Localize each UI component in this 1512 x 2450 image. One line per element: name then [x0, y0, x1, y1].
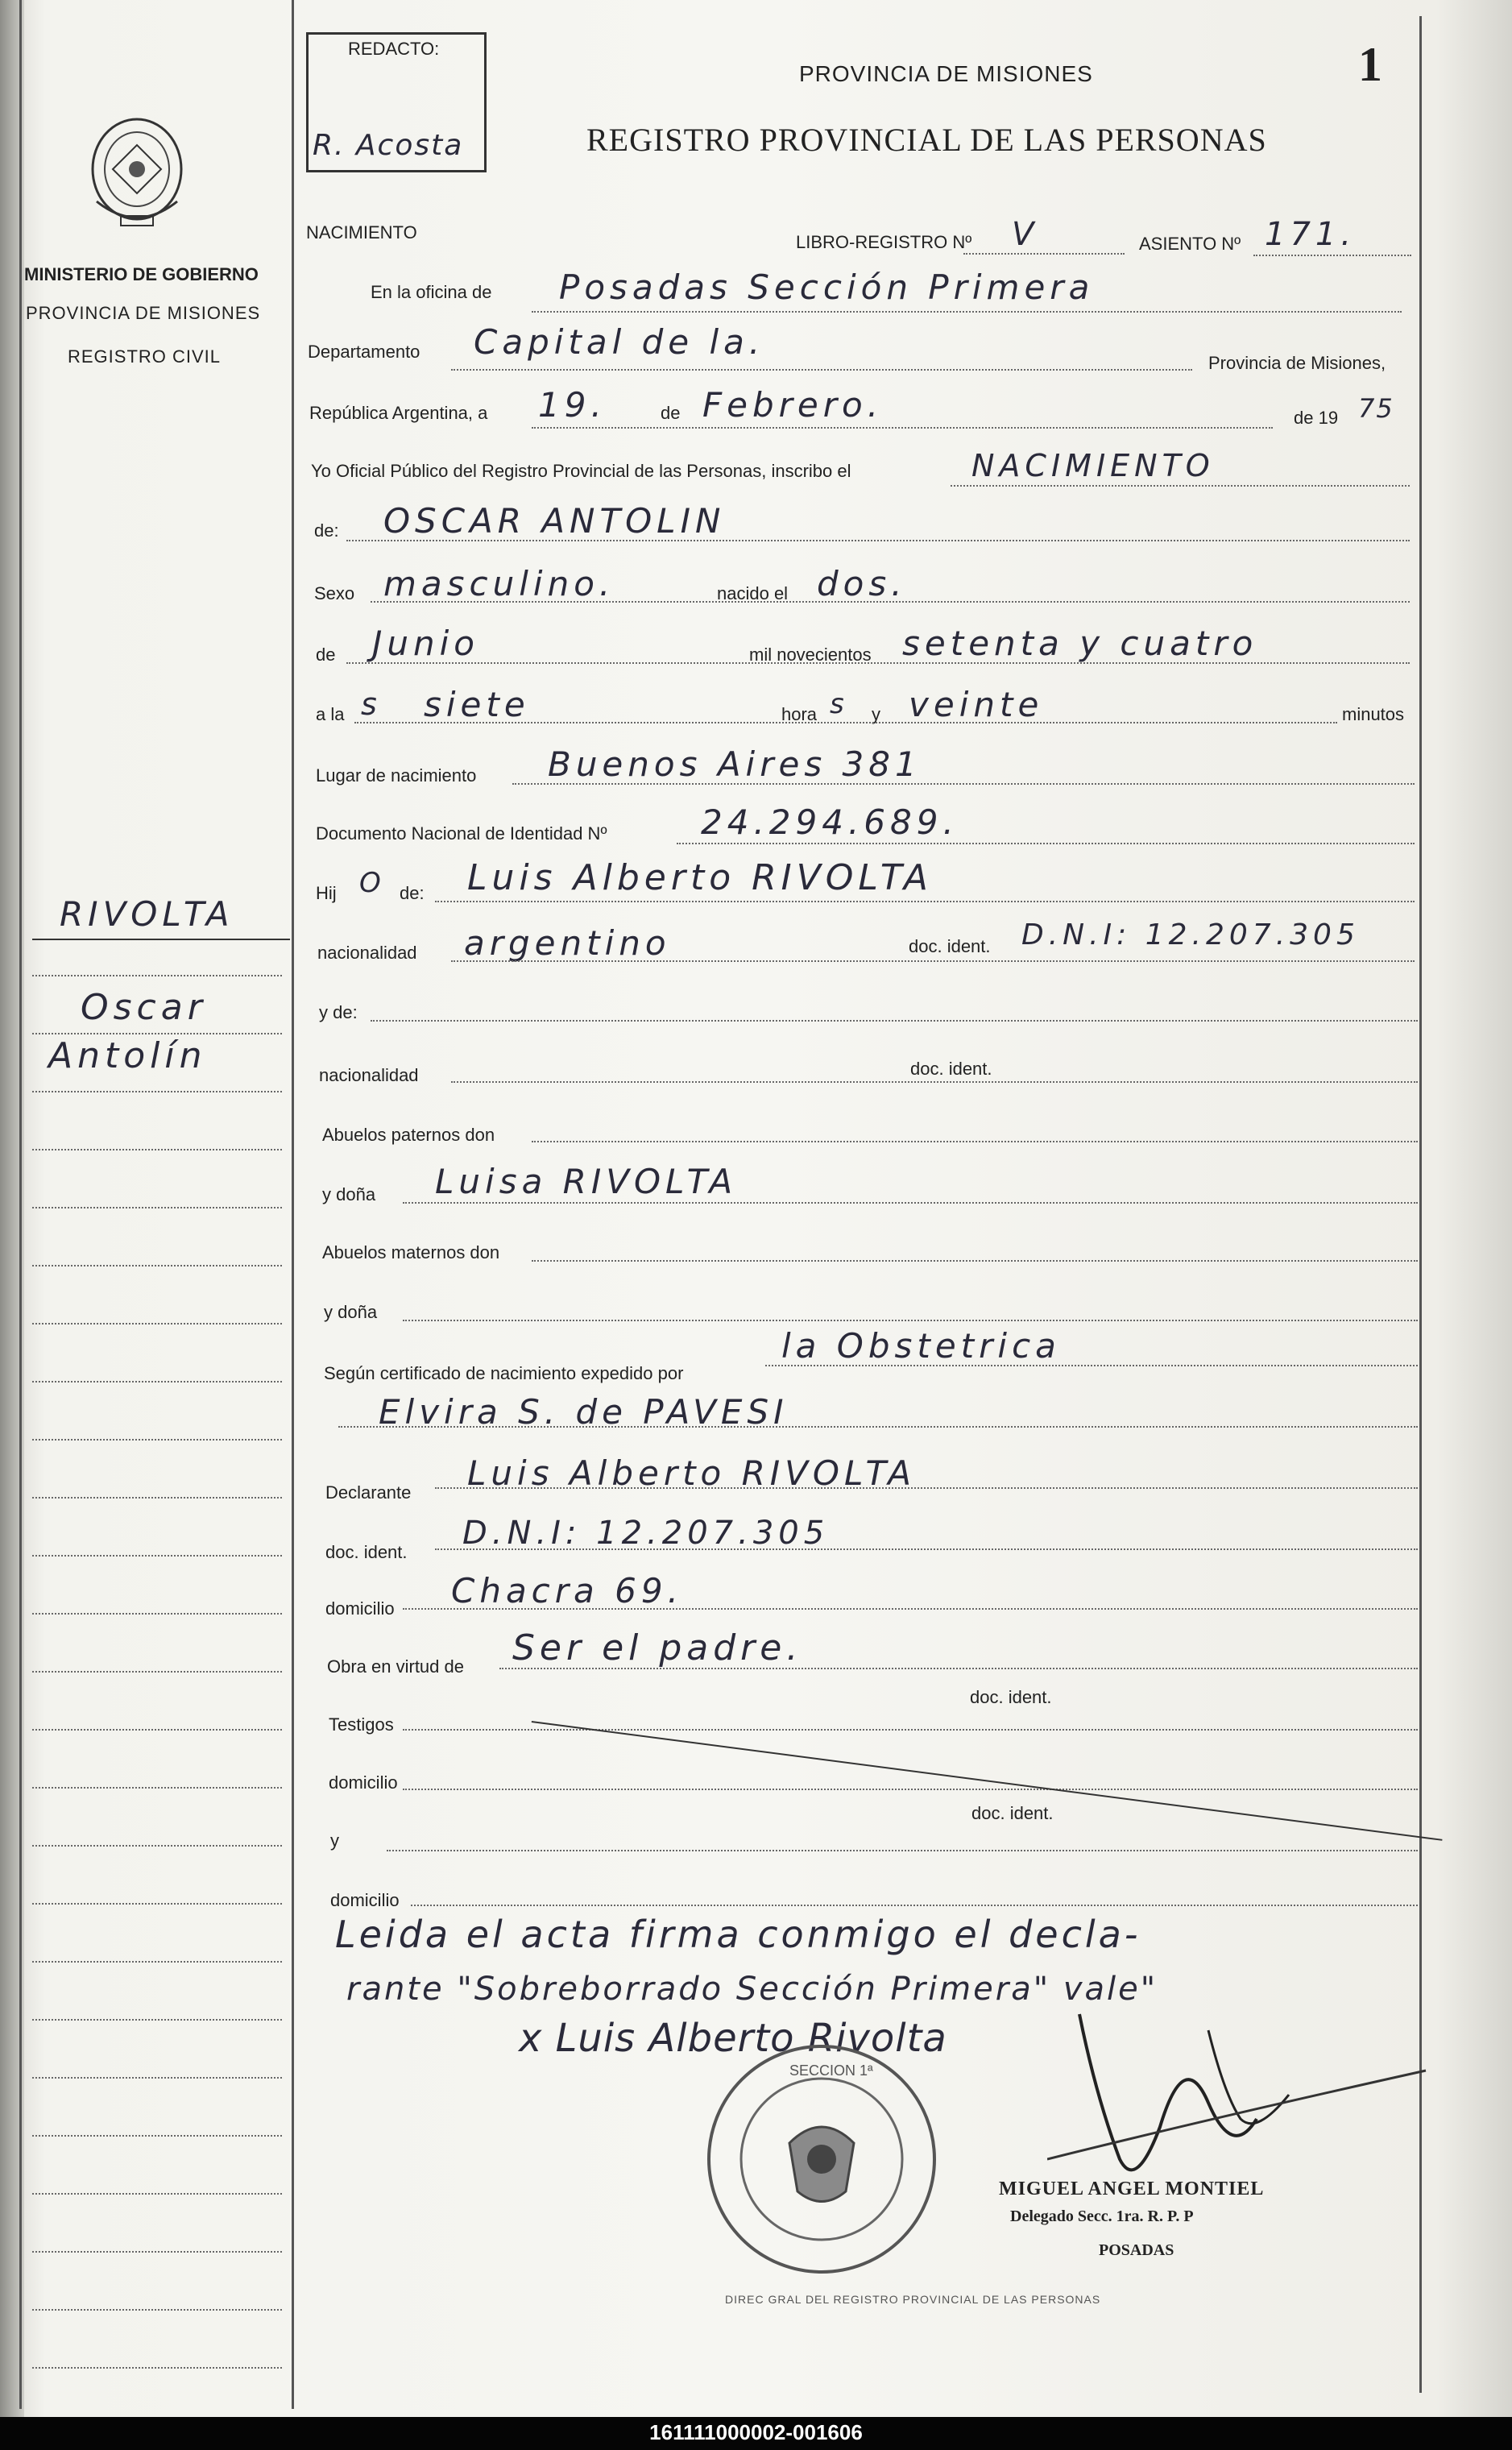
- y-label: y: [872, 704, 880, 724]
- closing-line-2: rante "Sobreborrado Sección Primera" vale": [346, 1971, 1158, 2008]
- de-label: de: [661, 403, 681, 423]
- record-type-label: NACIMIENTO: [306, 222, 417, 243]
- margin-ruling-line: [32, 2367, 282, 2369]
- doc-ident-label: doc. ident.: [909, 936, 991, 956]
- month-value: Febrero.: [702, 385, 884, 425]
- hijo-de-label: de:: [400, 883, 425, 903]
- day-value: 19.: [538, 385, 607, 425]
- margin-ruling-line: [32, 1439, 282, 1441]
- y-de-label: y de:: [319, 1002, 358, 1022]
- domicilio3-line: [411, 1905, 1418, 1906]
- margin-ruling-line: [32, 1323, 282, 1324]
- doc-ident3-label: doc. ident.: [325, 1542, 408, 1562]
- asiento-label: ASIENTO Nº: [1139, 234, 1241, 254]
- oficina-label: En la oficina de: [371, 282, 492, 302]
- margin-ruling-line: [32, 2193, 282, 2195]
- domicilio2-label: domicilio: [329, 1772, 398, 1793]
- dni-line: [677, 843, 1415, 844]
- margin-ruling-line: [32, 2077, 282, 2079]
- declarante-label: Declarante: [325, 1482, 412, 1503]
- certificado-value: la Obstetrica: [781, 1326, 1061, 1366]
- sexo-line: [371, 601, 1410, 603]
- abuelos-mat-label: Abuelos maternos don: [322, 1242, 500, 1262]
- margin-ruling-line: [32, 2251, 282, 2253]
- year-prefix: de 19: [1294, 408, 1339, 428]
- father-line: [435, 901, 1415, 902]
- margin-ruling-line: [32, 2019, 282, 2021]
- left-border-line: [19, 0, 22, 2409]
- horas-suffix: s: [830, 688, 849, 720]
- sexo-label: Sexo: [314, 583, 355, 603]
- mother-nac-line: [451, 1081, 1418, 1083]
- certificado-line2: [338, 1426, 1418, 1428]
- margin-ruling-line: [32, 1903, 282, 1905]
- sexo-value: masculino.: [383, 564, 615, 603]
- abuelo-pat-line: [532, 1141, 1418, 1142]
- abuela-pat-value: Luisa RIVOLTA: [435, 1162, 738, 1201]
- declarante-value: Luis Alberto RIVOLTA: [467, 1453, 917, 1493]
- margin-ruling-line: [32, 1787, 282, 1789]
- dni-label: Documento Nacional de Identidad Nº: [316, 823, 607, 844]
- birth-year-value: setenta y cuatro: [902, 624, 1258, 663]
- horas-label: hora: [781, 704, 818, 724]
- nacionalidad2-label: nacionalidad: [319, 1065, 419, 1085]
- declarante-doc-line: [435, 1548, 1418, 1550]
- domicilio-value: Chacra 69.: [451, 1571, 683, 1611]
- mil-label: mil novecientos: [749, 645, 872, 665]
- official-title: Delegado Secc. 1ra. R. P. P: [1010, 2207, 1194, 2225]
- domicilio-line: [403, 1608, 1418, 1610]
- margin-ruling-line: [32, 2135, 282, 2137]
- certificado-label: Según certificado de nacimiento expedido por: [324, 1363, 684, 1383]
- margin-ruling-line: [32, 1265, 282, 1266]
- margin-ruling-line: [32, 1149, 282, 1150]
- certificado-value2: Elvira S. de PAVESI: [379, 1392, 789, 1432]
- margin-ruling-line: [32, 1729, 282, 1731]
- margin-ruling-line: [32, 975, 282, 976]
- y-dona-label: y doña: [322, 1184, 376, 1204]
- margin-ruling-line: [32, 1613, 282, 1615]
- margin-given-name-1: Oscar: [81, 987, 207, 1028]
- doc-ident2-label: doc. ident.: [910, 1059, 992, 1079]
- inscribo-line: [951, 485, 1410, 487]
- a-las-suffix: s: [361, 686, 382, 722]
- date-line: [532, 427, 1273, 429]
- mother-line: [371, 1020, 1418, 1022]
- provincia-suffix: Provincia de Misiones,: [1208, 353, 1386, 373]
- nacido-value: dos.: [817, 564, 907, 603]
- header-registry-title: REGISTRO PROVINCIAL DE LAS PERSONAS: [586, 122, 1267, 158]
- year-value: 75: [1358, 393, 1394, 424]
- hour-line: [354, 722, 1337, 723]
- domicilio-label: domicilio: [325, 1598, 395, 1619]
- lugar-value: Buenos Aires 381: [548, 744, 922, 784]
- stamp-inner-text: SECCION 1ª: [789, 2062, 873, 2079]
- abuelo-mat-line: [532, 1260, 1418, 1262]
- margin-ruling-line: [32, 1845, 282, 1847]
- domicilio2-line: [403, 1789, 1418, 1790]
- domicilio3-label: domicilio: [330, 1890, 400, 1910]
- margin-surname: RIVOLTA: [60, 894, 234, 934]
- abuelos-pat-label: Abuelos paternos don: [322, 1125, 495, 1145]
- father-nac-value: argentino: [464, 923, 671, 963]
- margin-ruling-line: [32, 1497, 282, 1499]
- margin-ruling-line: [32, 1207, 282, 1208]
- margin-ruling-line: [32, 1381, 282, 1383]
- redacto-label: REDACTO:: [348, 39, 440, 59]
- coat-of-arms-seal: [81, 113, 193, 242]
- name-line: [346, 540, 1410, 541]
- stamp-text: DIREC GRAL DEL REGISTRO PROVINCIAL DE LAS PERSONAS: [725, 2293, 1101, 2306]
- official-signature: [1047, 1998, 1434, 2207]
- margin-ruling-line: [32, 2309, 282, 2311]
- father-nac-line: [451, 960, 1415, 962]
- lugar-label: Lugar de nacimiento: [316, 765, 477, 786]
- abuela-mat-line: [403, 1320, 1418, 1321]
- libro-line: [963, 253, 1125, 255]
- declarante-line: [435, 1487, 1418, 1489]
- doc-ident4-label: doc. ident.: [970, 1687, 1052, 1707]
- name-value: OSCAR ANTOLIN: [383, 501, 726, 541]
- redacto-signature: R. Acosta: [313, 129, 464, 162]
- obra-line: [499, 1668, 1418, 1669]
- declarante-doc-value: D.N.I: 12.207.305: [462, 1515, 830, 1552]
- column-divider-line: [292, 0, 294, 2409]
- minutos-label: minutos: [1342, 704, 1405, 724]
- lugar-line: [512, 783, 1415, 785]
- hijo-suffix: O: [359, 867, 386, 899]
- certificado-line: [765, 1365, 1418, 1366]
- nacido-label: nacido el: [717, 583, 789, 603]
- asiento-value: 171.: [1265, 216, 1357, 253]
- libro-value: V: [1012, 216, 1039, 253]
- page-number: 1: [1358, 38, 1382, 91]
- nacionalidad-label: nacionalidad: [317, 943, 417, 963]
- margin-given-name-2: Antolín: [48, 1035, 207, 1076]
- footer-code: 161111000002-001606: [649, 2420, 863, 2444]
- departamento-line: [451, 369, 1192, 371]
- left-province-label: PROVINCIA DE MISIONES: [26, 303, 261, 323]
- a-las-label: a la: [316, 704, 345, 724]
- asiento-line: [1253, 255, 1411, 256]
- de-name-label: de:: [314, 520, 339, 541]
- oficial-label: Yo Oficial Público del Registro Provincial de las Personas, inscribo el: [311, 461, 851, 481]
- margin-ruling-line: [32, 1961, 282, 1963]
- oficina-value: Posadas Sección Primera: [559, 267, 1095, 307]
- obra-value: Ser el padre.: [512, 1627, 803, 1669]
- header-province: PROVINCIA DE MISIONES: [799, 61, 1093, 86]
- de2-label: de: [316, 645, 336, 665]
- departamento-value: Capital de la.: [474, 322, 765, 362]
- republica-label: República Argentina, a: [309, 403, 488, 423]
- ministry-label: MINISTERIO DE GOBIERNO: [24, 264, 259, 284]
- margin-ruling-line: [32, 1091, 282, 1092]
- official-city: POSADAS: [1099, 2241, 1174, 2259]
- minutes-value: veinte: [909, 685, 1044, 724]
- hour-value: siete: [424, 685, 530, 724]
- y-dona2-label: y doña: [324, 1302, 378, 1322]
- oficina-line: [532, 311, 1402, 313]
- doc-ident5-label: doc. ident.: [971, 1803, 1054, 1823]
- testigos-line: [403, 1729, 1418, 1731]
- birth-month-value: Junio: [372, 624, 479, 663]
- abuela-pat-line: [403, 1202, 1418, 1204]
- declarant-signature: x Luis Alberto Rivolta: [519, 2016, 947, 2061]
- official-name: MIGUEL ANGEL MONTIEL: [999, 2178, 1265, 2199]
- left-registry-label: REGISTRO CIVIL: [68, 346, 222, 367]
- closing-line-1: Leida el acta firma conmigo el decla-: [335, 1913, 1141, 1956]
- margin-surname-rule: [32, 939, 290, 940]
- birth-date-line: [346, 662, 1410, 664]
- margin-ruling-line: [32, 1033, 282, 1034]
- libro-label: LIBRO-REGISTRO Nº: [796, 232, 972, 252]
- hijo-label: Hij: [316, 883, 337, 903]
- father-doc-value: D.N.I: 12.207.305: [1021, 918, 1360, 951]
- obra-label: Obra en virtud de: [327, 1656, 464, 1677]
- father-value: Luis Alberto RIVOLTA: [467, 857, 933, 898]
- margin-ruling-line: [32, 1555, 282, 1557]
- dni-value: 24.294.689.: [701, 802, 959, 842]
- departamento-label: Departamento: [308, 342, 420, 362]
- margin-ruling-line: [32, 1671, 282, 1673]
- y2-line: [387, 1850, 1418, 1851]
- inscribo-value: NACIMIENTO: [971, 448, 1215, 483]
- y2-label: y: [330, 1830, 339, 1851]
- testigos-label: Testigos: [329, 1714, 394, 1735]
